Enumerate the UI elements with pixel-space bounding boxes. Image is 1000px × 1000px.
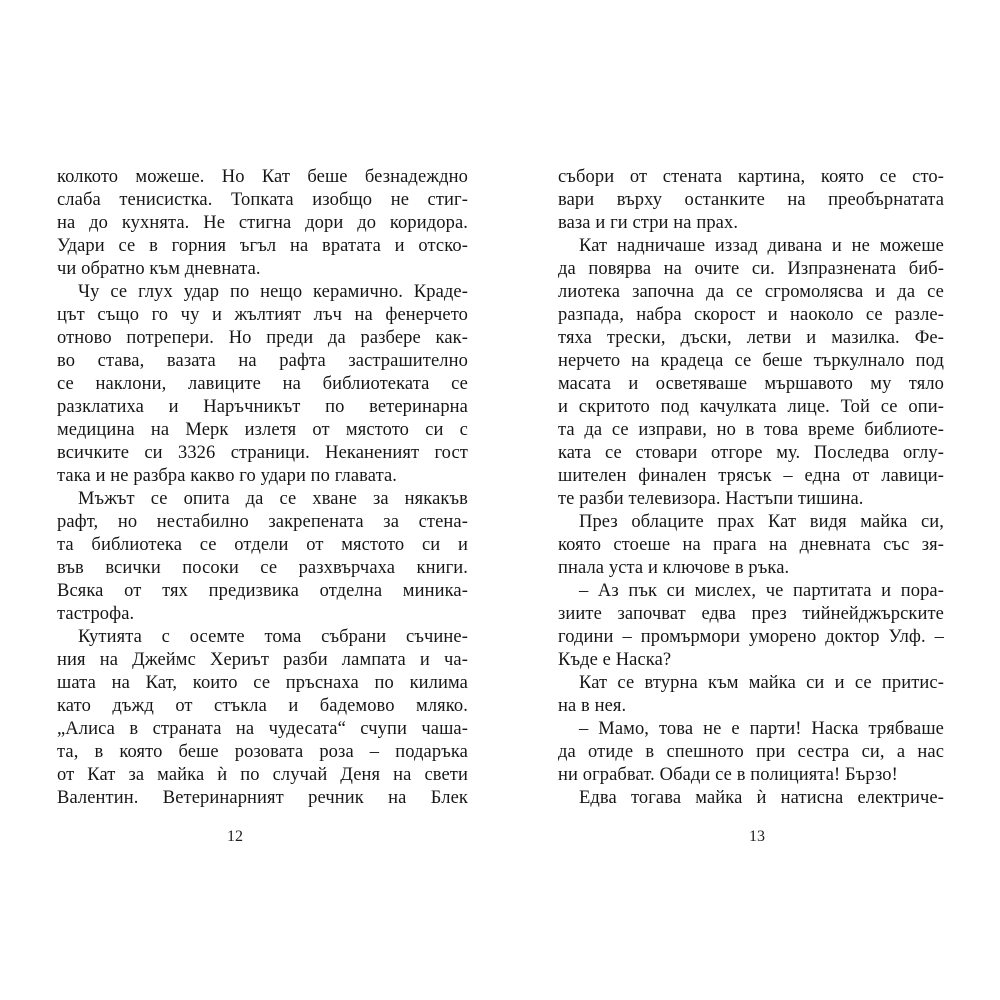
text-line: – Мамо, това не е парти! Наска трябваше	[579, 719, 944, 739]
text-line: Удари се в горния ъгъл на вратата и отско-	[57, 236, 468, 256]
text-line: като дъжд от стъкла и бадемово мляко.	[57, 696, 468, 716]
text-line: разпада, набра скорост и наоколо се разле-	[558, 305, 944, 325]
text-line: години – промърмори уморено доктор Улф. –	[558, 627, 944, 647]
text-line: да отиде в спешното при сестра си, а нас	[558, 742, 944, 762]
text-line: се наклони, лавиците на библиотеката се	[57, 374, 468, 394]
text-line: във всички посоки се разхвърчаха книги.	[57, 558, 468, 578]
text-line: рафт, но нестабилно закрепената за стена-	[57, 512, 468, 532]
text-line: всичките си 3326 страници. Неканеният гост	[57, 443, 468, 463]
text-line: така и не разбра какво го удари по главата.	[57, 466, 398, 486]
text-line: Кат се втурна към майка си и се притис-	[579, 673, 944, 693]
text-line: ния на Джеймс Хериът разби лампата и ча-	[57, 650, 468, 670]
page-number: 13	[749, 828, 765, 845]
text-line: която стоеше на прага на дневната със зя-	[558, 535, 944, 555]
text-line: шителен финален трясък – една от лавици-	[558, 466, 944, 486]
text-line: та, в която беше розовата роза – подаръка	[57, 742, 468, 762]
text-line: колкото можеше. Но Кат беше безнадеждно	[57, 167, 468, 187]
text-line: Мъжът се опита да се хване за някакъв	[78, 489, 468, 509]
text-line: и скритото под качулката лице. Той се опи-	[558, 397, 944, 417]
page-text-column	[558, 166, 944, 810]
text-line: „Алиса в страната на чудесата“ счупи чаша-	[57, 719, 468, 739]
text-line: чи обратно към дневната.	[57, 259, 261, 279]
page-text-column	[57, 166, 468, 810]
text-line: на в нея.	[558, 696, 627, 716]
text-line: те разби телевизора. Настъпи тишина.	[558, 489, 864, 509]
text-line: да повярва на очите си. Изпразнената биб-	[558, 259, 944, 279]
text-line: во става, вазата на рафта застрашително	[57, 351, 468, 371]
text-line: от Кат за майка ѝ по случай Деня на свети	[57, 765, 468, 785]
book-page-right	[500, 0, 1000, 1000]
text-line: тастрофа.	[57, 604, 135, 624]
text-line: разклатиха и Наръчникът по ветеринарна	[57, 397, 468, 417]
text-line: медицина на Мерк излетя от мястото си с	[57, 420, 468, 440]
text-line: Всяка от тях предизвика отделна миника-	[57, 581, 468, 601]
text-line: През облаците прах Кат видя майка си,	[579, 512, 944, 532]
text-line: та да се изправи, но в това време библиоте-	[558, 420, 944, 440]
text-line: отново потрепери. Но преди да разбере как-	[57, 328, 468, 348]
text-line: Кутията с осемте тома събрани съчине-	[78, 627, 468, 647]
text-line: на до кухнята. Не стигна дори до коридора.	[57, 213, 468, 233]
text-line: нерчето на крадеца се беше търкулнало под	[558, 351, 944, 371]
text-line: шата на Кат, които се пръснаха по килима	[57, 673, 468, 693]
text-line: пнала уста и ключове в ръка.	[558, 558, 790, 578]
text-line: слаба тенисистка. Топката изобщо не стиг-	[57, 190, 468, 210]
text-line: зиите започват едва през тийнейджърските	[558, 604, 944, 624]
text-line: масата и осветяваше мършавото му тяло	[558, 374, 944, 394]
text-line: та библиотека се отдели от мястото си и	[57, 535, 468, 555]
text-line: Кат надничаше иззад дивана и не можеше	[579, 236, 944, 256]
page-number: 12	[227, 828, 243, 845]
text-line: цът също го чу и жълтият лъч на фенерчето	[57, 305, 468, 325]
text-line: вари върху останките на преобърнатата	[558, 190, 944, 210]
text-line: Къде е Наска?	[558, 650, 672, 670]
text-line: лиотека започна да се сгромолясва и да се	[558, 282, 944, 302]
text-line: събори от стената картина, която се сто-	[558, 167, 944, 187]
text-line: Чу се глух удар по нещо керамично. Краде-	[78, 282, 468, 302]
text-line: ката се стовари отгоре му. Последва оглу-	[558, 443, 944, 463]
text-line: ни ограбват. Обади се в полицията! Бързо!	[558, 765, 898, 785]
text-line: – Аз пък си мислех, че партитата и пора-	[579, 581, 944, 601]
text-line: Валентин. Ветеринарният речник на Блек	[57, 788, 468, 808]
text-line: ваза и ги стри на прах.	[558, 213, 739, 233]
text-line: тяха трески, дъски, летви и мазилка. Фе-	[558, 328, 944, 348]
text-line: Едва тогава майка ѝ натисна електриче-	[579, 788, 944, 808]
